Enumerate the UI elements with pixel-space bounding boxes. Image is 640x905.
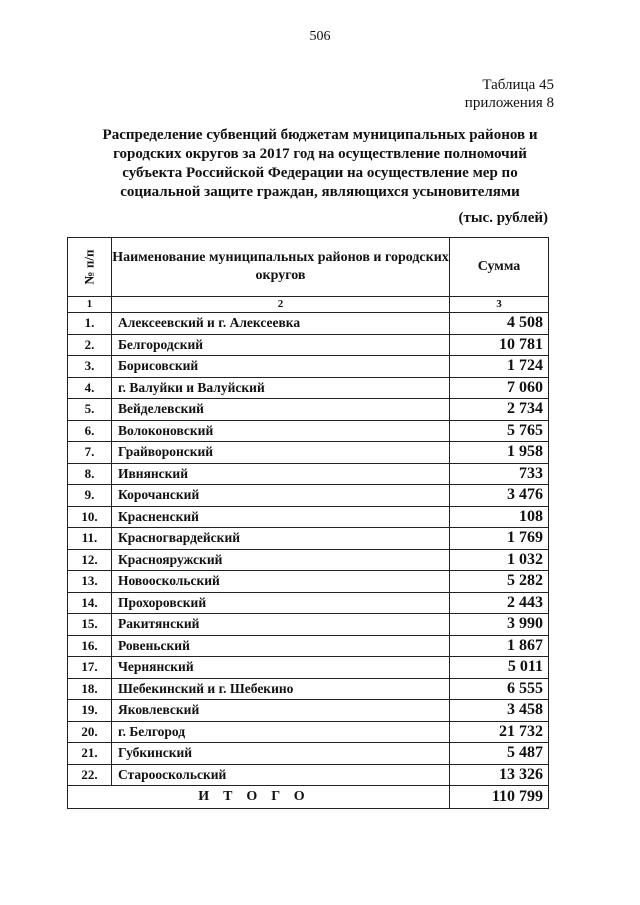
- row-number: 10.: [68, 506, 112, 528]
- page-number: 506: [309, 29, 331, 44]
- table-row: [68, 764, 549, 786]
- column-number: 1: [68, 297, 112, 313]
- units-label: (тыс. рублей): [458, 210, 548, 226]
- subsidy-amount: 1 769: [450, 528, 549, 550]
- row-number: 5.: [68, 399, 112, 421]
- table-row: [68, 399, 549, 421]
- district-name: Ракитянский: [112, 614, 450, 636]
- subsidy-amount: 2 443: [450, 592, 549, 614]
- subsidy-amount: 733: [450, 463, 549, 485]
- table-row: [68, 614, 549, 636]
- district-name: Красненский: [112, 506, 450, 528]
- row-number: 9.: [68, 485, 112, 507]
- district-name: Алексеевский и г. Алексеевка: [112, 313, 450, 335]
- subsidy-amount: 21 732: [450, 721, 549, 743]
- table-row: [68, 463, 549, 485]
- column-number: 2: [112, 297, 450, 313]
- table-row: [68, 506, 549, 528]
- district-name: Вейделевский: [112, 399, 450, 421]
- row-number: 4.: [68, 377, 112, 399]
- row-number: 21.: [68, 743, 112, 765]
- table-row: [68, 743, 549, 765]
- document-title: [60, 126, 580, 202]
- column-header-sum: Сумма: [450, 238, 549, 297]
- subsidy-amount: 1 958: [450, 442, 549, 464]
- table-label: [465, 76, 554, 112]
- district-name: Губкинский: [112, 743, 450, 765]
- subsidy-amount: 4 508: [450, 313, 549, 335]
- subsidy-amount: 6 555: [450, 678, 549, 700]
- title-line: городских округов за 2017 год на осуществление полномочий: [113, 146, 527, 162]
- row-number: 20.: [68, 721, 112, 743]
- row-number: 17.: [68, 657, 112, 679]
- table-row: [68, 356, 549, 378]
- table-row: [68, 549, 549, 571]
- row-number: 15.: [68, 614, 112, 636]
- subsidy-amount: 5 765: [450, 420, 549, 442]
- table-row: [68, 700, 549, 722]
- row-number: 19.: [68, 700, 112, 722]
- row-number: 7.: [68, 442, 112, 464]
- subsidy-amount: 1 867: [450, 635, 549, 657]
- district-name: Белгородский: [112, 334, 450, 356]
- row-number: 6.: [68, 420, 112, 442]
- district-name: Корочанский: [112, 485, 450, 507]
- district-name: г. Валуйки и Валуйский: [112, 377, 450, 399]
- column-header-name: Наименование муниципальных районов и городских округов: [112, 238, 450, 297]
- total-label: ИТОГО: [68, 786, 450, 809]
- table-row: [68, 571, 549, 593]
- subsidy-amount: 1 032: [450, 549, 549, 571]
- district-name: Красногвардейский: [112, 528, 450, 550]
- district-name: г. Белгород: [112, 721, 450, 743]
- total-value: 110 799: [450, 786, 549, 809]
- column-number-row: [68, 297, 549, 313]
- row-number: 13.: [68, 571, 112, 593]
- subsidy-amount: 7 060: [450, 377, 549, 399]
- table-row: [68, 528, 549, 550]
- title-line: субъекта Российской Федерации на осуществление мер по: [122, 165, 518, 181]
- district-name: Яковлевский: [112, 700, 450, 722]
- title-line: Распределение субвенций бюджетам муниципальных районов и: [102, 127, 538, 143]
- district-name: Волоконовский: [112, 420, 450, 442]
- district-name: Прохоровский: [112, 592, 450, 614]
- district-name: Старооскольский: [112, 764, 450, 786]
- table-row: [68, 678, 549, 700]
- table-header-row: [68, 238, 549, 297]
- district-name: Ивнянский: [112, 463, 450, 485]
- district-name: Чернянский: [112, 657, 450, 679]
- title-line: социальной защите граждан, являющихся усыновителями: [120, 184, 520, 200]
- district-name: Грайворонский: [112, 442, 450, 464]
- table-row: [68, 442, 549, 464]
- subsidy-amount: 3 990: [450, 614, 549, 636]
- subsidy-amount: 10 781: [450, 334, 549, 356]
- table-label-line: приложения 8: [464, 95, 554, 111]
- table-row: [68, 721, 549, 743]
- table-label-line: Таблица 45: [482, 77, 554, 93]
- table-row: [68, 334, 549, 356]
- column-number: 3: [450, 297, 549, 313]
- district-name: Борисовский: [112, 356, 450, 378]
- subsidy-amount: 5 282: [450, 571, 549, 593]
- column-header-number: № п/п: [68, 238, 112, 297]
- subsidy-table: [67, 237, 549, 809]
- row-number: 1.: [68, 313, 112, 335]
- row-number: 8.: [68, 463, 112, 485]
- row-number: 2.: [68, 334, 112, 356]
- subsidy-amount: 3 458: [450, 700, 549, 722]
- subsidy-amount: 108: [450, 506, 549, 528]
- table-row: [68, 420, 549, 442]
- table-row: [68, 377, 549, 399]
- subsidy-amount: 5 487: [450, 743, 549, 765]
- row-number: 22.: [68, 764, 112, 786]
- subsidy-amount: 13 326: [450, 764, 549, 786]
- row-number: 3.: [68, 356, 112, 378]
- subsidy-amount: 5 011: [450, 657, 549, 679]
- subsidy-amount: 3 476: [450, 485, 549, 507]
- subsidy-amount: 1 724: [450, 356, 549, 378]
- row-number: 16.: [68, 635, 112, 657]
- table-row: [68, 313, 549, 335]
- row-number: 12.: [68, 549, 112, 571]
- subsidy-amount: 2 734: [450, 399, 549, 421]
- district-name: Ровеньский: [112, 635, 450, 657]
- table-row: [68, 635, 549, 657]
- table-row: [68, 657, 549, 679]
- row-number: 11.: [68, 528, 112, 550]
- district-name: Новооскольский: [112, 571, 450, 593]
- total-row: [68, 786, 549, 809]
- table-row: [68, 485, 549, 507]
- row-number: 18.: [68, 678, 112, 700]
- district-name: Краснояружский: [112, 549, 450, 571]
- row-number: 14.: [68, 592, 112, 614]
- table-row: [68, 592, 549, 614]
- district-name: Шебекинский и г. Шебекино: [112, 678, 450, 700]
